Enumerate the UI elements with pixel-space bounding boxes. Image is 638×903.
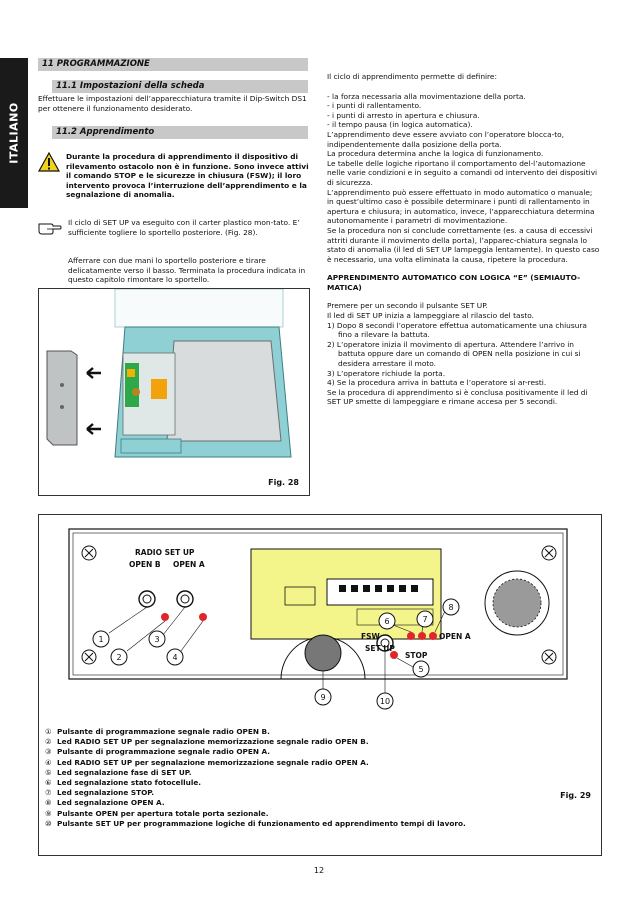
figure-29 [38, 514, 602, 856]
open-a-label: OPEN A [439, 632, 471, 641]
callout-1: 1 [98, 635, 104, 644]
pointing-hand-icon [38, 220, 62, 234]
led-open-a [429, 632, 437, 640]
stop-label: STOP [405, 651, 428, 660]
paragraph: Il led di SET UP inizia a lampeggiare al rilascio del tasto. [327, 311, 534, 321]
subsection-title-2: 11.2 Apprendimento [52, 126, 308, 139]
legend-item: ⑨ Pulsante OPEN per apertura totale porta sezionale. [45, 808, 269, 818]
page-number: 12 [313, 866, 325, 875]
figure-29-label: Fig. 29 [560, 791, 591, 800]
legend-item: ② Led RADIO SET UP per segnalazione memorizzazione segnale radio OPEN B. [45, 737, 369, 747]
led-radio-open-a [199, 613, 207, 621]
callout-2: 2 [116, 653, 122, 662]
led-radio-open-b [161, 613, 169, 621]
callout-3: 3 [154, 635, 160, 644]
legend-item: ⑩ Pulsante SET UP per programmazione logiche di funzionamento ed apprendimento tempi di lavoro. [45, 818, 466, 828]
step-item: 2) L’operatore inizia il movimento di apertura. Attendere l’arrivo in battuta oppure dare un comando di OPEN nella posizione in cui si desidera arrestare il moto. [327, 339, 581, 369]
step-item: 1) Dopo 8 secondi l’operatore effettua automaticamente una chiusura fino a rilevare la battuta. [327, 320, 587, 340]
callout-5: 5 [418, 665, 424, 674]
warning-icon [38, 152, 60, 172]
led-stop [418, 632, 426, 640]
legend-item: ⑦ Led segnalazione STOP. [45, 788, 155, 798]
screw-icon [82, 546, 96, 560]
step-item: 3) L’operatore richiude la porta. [327, 368, 446, 378]
paragraph: Se la procedura non si conclude correttamente (es. a causa di eccessivi attriti durante il movimento della porta), l’apparec-chiatura segnala lo stato di anomalia (il led di SET UP lampeggia lentamente). In questo caso è necessario, una volta eliminata la causa, ripetere la procedura. [327, 225, 600, 264]
subsection-title-1: 11.1 Impostazioni della scheda [52, 80, 308, 93]
callout-7: 7 [422, 615, 428, 624]
intro-text: Il ciclo di apprendimento permette di definire: [327, 72, 497, 81]
note-text-1: Il ciclo di SET UP va eseguito con il carter plastico mon-tato. E’ sufficiente togliere lo sportello posteriore. (Fig. 28). [68, 218, 300, 237]
define-list-item: - i punti di arresto in apertura e chiusura. [327, 110, 480, 120]
fsw-label: FSW [361, 632, 380, 641]
legend-item: ⑧ Led segnalazione OPEN A. [45, 798, 165, 808]
legend-item: ⑤ Led segnalazione fase di SET UP. [45, 767, 192, 777]
subsection-1-text: Effettuare le impostazioni dell’apparecchiatura tramite il Dip-Switch DS1 per ottenere il funzionamento desiderato. [38, 94, 307, 113]
define-list-item: - il tempo pausa (in logica automatica). [327, 120, 473, 130]
legend-item: ⑥ Led segnalazione stato fotocellule. [45, 778, 202, 788]
paragraph: Le tabelle delle logiche riportano il comportamento del-l’automazione nelle varie condizioni e in seguito a comandi od intervento dei dispositivi di sicurezza. [327, 158, 598, 187]
section-title: 11 PROGRAMMAZIONE [38, 58, 308, 71]
warning-text: Durante la procedura di apprendimento il dispositivo di rilevamento ostacolo non è in funzione. Sono invece attivi il comando STOP e le sicurezze in chiusura (FSW); il loro intervento provoca l’interruzione dell’apprendimento e la segnalazione di anomalia. [66, 152, 309, 200]
paragraph: L’apprendimento può essere effettuato in modo automatico o manuale; in quest’ultimo caso è possibile determinare i punti di rallentamento in apertura e chiusura; in automatico, invece, l’apparecchiatura determina autonomamente i parametri di movimentazione. [327, 187, 595, 226]
legend-item: ③ Pulsante di programmazione segnale radio OPEN A. [45, 747, 271, 757]
note-text-2: Afferrare con due mani lo sportello posteriore e tirare delicatamente verso il basso. Terminata la procedura indicata in questo capitolo rimontare lo sportello. [68, 256, 306, 285]
figure-29-legend [45, 727, 466, 829]
legend-item: ④ Led RADIO SET UP per segnalazione memorizzazione segnale radio OPEN A. [45, 757, 369, 767]
screw-icon [542, 650, 556, 664]
figure-28-illustration [39, 289, 309, 495]
callout-4: 4 [172, 653, 178, 662]
define-list-item: - i punti di rallentamento. [327, 101, 422, 111]
paragraph: La procedura determina anche la logica di funzionamento. [327, 149, 544, 159]
figure-28 [38, 288, 310, 496]
control-board-diagram [39, 515, 601, 715]
callout-6: 6 [384, 617, 390, 626]
led-fsw [407, 632, 415, 640]
radio-setup-label: RADIO SET UP [135, 548, 195, 557]
paragraph: Premere per un secondo il pulsante SET UP. [327, 301, 488, 311]
paragraph: Se la procedura di apprendimento si è conclusa positivamente il led di SET UP smette di lampeggiare e rimane accesa per 5 secondi. [327, 387, 588, 407]
screw-icon [542, 546, 556, 560]
legend-item: ① Pulsante di programmazione segnale radio OPEN B. [45, 727, 270, 736]
define-list-item: - la forza necessaria alla movimentazione della porta. [327, 91, 526, 101]
step-item: 4) Se la procedura arriva in battuta e l’operatore si ar-resti. [327, 378, 547, 388]
callout-10: 10 [379, 697, 391, 706]
auto-learning-title: APPRENDIMENTO AUTOMATICO CON LOGICA “E” (SEMIAUTO-MATICA) [327, 273, 581, 292]
callout-8: 8 [448, 603, 454, 612]
right-column-text [327, 72, 601, 407]
callout-9: 9 [320, 693, 326, 702]
paragraph: L’apprendimento deve essere avviato con l’operatore blocca-to, indipendentemente dalla posizione della porta. [327, 129, 565, 149]
setup-label: SET UP [365, 644, 395, 653]
screw-icon [82, 650, 96, 664]
open-b-label: OPEN B [129, 560, 161, 569]
open-a-radio-label: OPEN A [173, 560, 205, 569]
figure-28-label: Fig. 28 [268, 478, 299, 487]
language-tab [0, 58, 28, 208]
language-label: ITALIANO [7, 102, 21, 164]
